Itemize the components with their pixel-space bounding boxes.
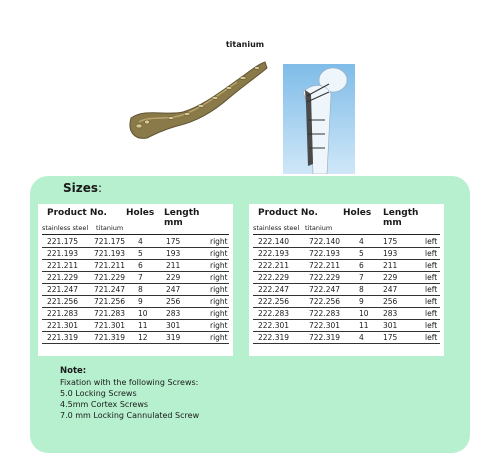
side-cell: left xyxy=(425,285,438,294)
length-cell: 193 xyxy=(166,249,181,258)
length-cell: 247 xyxy=(383,285,398,294)
bone-plate-image xyxy=(125,56,270,141)
side-cell: left xyxy=(425,333,438,342)
side-cell: right xyxy=(210,333,228,342)
length-cell: 301 xyxy=(383,321,398,330)
steel-subheader: stainless steel xyxy=(253,224,300,232)
table-row xyxy=(249,308,444,320)
sizes-title xyxy=(63,181,102,195)
titanium-code-cell: 722.319 xyxy=(309,333,341,342)
length-cell: 229 xyxy=(166,273,181,282)
table-row xyxy=(38,284,233,296)
sizes-title-colon: : xyxy=(98,181,103,195)
table-row xyxy=(38,332,233,344)
steel-subheader: stainless steel xyxy=(42,224,89,232)
holes-cell: 9 xyxy=(359,297,364,306)
titanium-code-cell: 722.256 xyxy=(309,297,341,306)
titanium-code-cell: 721.301 xyxy=(94,321,126,330)
holes-cell: 5 xyxy=(359,249,364,258)
titanium-subheader: titanium xyxy=(305,224,333,232)
sizes-title-text: Sizes xyxy=(63,181,99,195)
holes-cell: 6 xyxy=(359,261,364,270)
titanium-code-cell: 722.140 xyxy=(309,237,341,246)
right-rows xyxy=(249,236,444,344)
table-row xyxy=(249,272,444,284)
holes-cell: 11 xyxy=(138,321,148,330)
note-title: Note: xyxy=(60,366,87,376)
table-row xyxy=(249,260,444,272)
titanium-code-cell: 721.229 xyxy=(94,273,126,282)
steel-code-cell: 221.175 xyxy=(47,237,79,246)
steel-code-cell: 222.256 xyxy=(258,297,290,306)
side-cell: right xyxy=(210,261,228,270)
holes-cell: 12 xyxy=(138,333,148,342)
xray-illustration xyxy=(283,64,355,174)
length-cell: 211 xyxy=(166,261,181,270)
side-cell: right xyxy=(210,237,228,246)
side-cell: left xyxy=(425,321,438,330)
sizes-panel xyxy=(30,176,470,453)
header-divider xyxy=(253,234,440,235)
side-cell: left xyxy=(425,297,438,306)
table-row xyxy=(38,308,233,320)
header-divider xyxy=(42,234,229,235)
steel-code-cell: 222.319 xyxy=(258,333,290,342)
holes-cell: 5 xyxy=(138,249,143,258)
length-unit-header: mm xyxy=(164,218,183,228)
holes-cell: 7 xyxy=(138,273,143,282)
length-cell: 193 xyxy=(383,249,398,258)
side-cell: right xyxy=(210,273,228,282)
holes-cell: 10 xyxy=(359,309,369,318)
titanium-code-cell: 722.247 xyxy=(309,285,341,294)
steel-code-cell: 221.256 xyxy=(47,297,79,306)
table-row xyxy=(38,296,233,308)
length-cell: 283 xyxy=(383,309,398,318)
note-line: 4.5mm Cortex Screws xyxy=(60,400,149,409)
titanium-code-cell: 722.301 xyxy=(309,321,341,330)
side-cell: left xyxy=(425,273,438,282)
length-header: Length xyxy=(383,208,419,218)
steel-code-cell: 222.140 xyxy=(258,237,290,246)
length-cell: 175 xyxy=(166,237,181,246)
holes-cell: 4 xyxy=(359,333,364,342)
table-row xyxy=(38,260,233,272)
table-row xyxy=(38,236,233,248)
holes-cell: 8 xyxy=(359,285,364,294)
side-cell: right xyxy=(210,249,228,258)
steel-code-cell: 222.283 xyxy=(258,309,290,318)
length-cell: 319 xyxy=(166,333,181,342)
length-header: Length xyxy=(164,208,200,218)
steel-code-cell: 221.193 xyxy=(47,249,79,258)
titanium-code-cell: 721.319 xyxy=(94,333,126,342)
steel-code-cell: 221.229 xyxy=(47,273,79,282)
table-row xyxy=(38,320,233,332)
note-block xyxy=(60,366,199,421)
length-cell: 211 xyxy=(383,261,398,270)
table-row xyxy=(249,332,444,344)
steel-code-cell: 221.211 xyxy=(47,261,79,270)
steel-code-cell: 222.247 xyxy=(258,285,290,294)
titanium-code-cell: 722.193 xyxy=(309,249,341,258)
note-line: 7.0 mm Locking Cannulated Screw xyxy=(60,411,200,420)
table-row xyxy=(249,296,444,308)
holes-header: Holes xyxy=(343,208,372,218)
steel-code-cell: 222.229 xyxy=(258,273,290,282)
steel-code-cell: 221.283 xyxy=(47,309,79,318)
side-cell: right xyxy=(210,321,228,330)
product-caption: titanium xyxy=(225,40,265,49)
titanium-code-cell: 722.283 xyxy=(309,309,341,318)
side-cell: right xyxy=(210,285,228,294)
holes-cell: 11 xyxy=(359,321,369,330)
holes-cell: 4 xyxy=(138,237,143,246)
sizes-table-left xyxy=(249,204,444,356)
steel-code-cell: 222.211 xyxy=(258,261,290,270)
length-cell: 175 xyxy=(383,237,398,246)
holes-cell: 4 xyxy=(359,237,364,246)
titanium-code-cell: 722.211 xyxy=(309,261,341,270)
product-no-header: Product No. xyxy=(258,208,318,218)
table-row xyxy=(38,248,233,260)
steel-code-cell: 221.301 xyxy=(47,321,79,330)
holes-header: Holes xyxy=(126,208,155,218)
holes-cell: 6 xyxy=(138,261,143,270)
side-cell: right xyxy=(210,309,228,318)
left-rows xyxy=(38,236,233,344)
length-cell: 229 xyxy=(383,273,398,282)
note-line: 5.0 Locking Screws xyxy=(60,389,137,398)
holes-cell: 9 xyxy=(138,297,143,306)
length-cell: 175 xyxy=(383,333,398,342)
table-row xyxy=(249,320,444,332)
titanium-code-cell: 722.229 xyxy=(309,273,341,282)
length-cell: 283 xyxy=(166,309,181,318)
side-cell: left xyxy=(425,261,438,270)
length-cell: 301 xyxy=(166,321,181,330)
titanium-code-cell: 721.211 xyxy=(94,261,126,270)
holes-cell: 10 xyxy=(138,309,148,318)
length-cell: 247 xyxy=(166,285,181,294)
titanium-code-cell: 721.193 xyxy=(94,249,126,258)
titanium-code-cell: 721.247 xyxy=(94,285,126,294)
steel-code-cell: 222.301 xyxy=(258,321,290,330)
table-row xyxy=(249,284,444,296)
table-row xyxy=(249,236,444,248)
side-cell: left xyxy=(425,309,438,318)
titanium-subheader: titanium xyxy=(96,224,124,232)
length-unit-header: mm xyxy=(383,218,402,228)
length-cell: 256 xyxy=(383,297,398,306)
table-row xyxy=(249,248,444,260)
holes-cell: 7 xyxy=(359,273,364,282)
table-row xyxy=(38,272,233,284)
side-cell: left xyxy=(425,249,438,258)
sizes-table-right xyxy=(38,204,233,356)
length-cell: 256 xyxy=(166,297,181,306)
side-cell: right xyxy=(210,297,228,306)
titanium-code-cell: 721.283 xyxy=(94,309,126,318)
product-no-header: Product No. xyxy=(47,208,107,218)
titanium-code-cell: 721.175 xyxy=(94,237,126,246)
note-line: Fixation with the following Screws: xyxy=(60,378,199,387)
side-cell: left xyxy=(425,237,438,246)
steel-code-cell: 221.319 xyxy=(47,333,79,342)
titanium-code-cell: 721.256 xyxy=(94,297,126,306)
steel-code-cell: 221.247 xyxy=(47,285,79,294)
holes-cell: 8 xyxy=(138,285,143,294)
steel-code-cell: 222.193 xyxy=(258,249,290,258)
